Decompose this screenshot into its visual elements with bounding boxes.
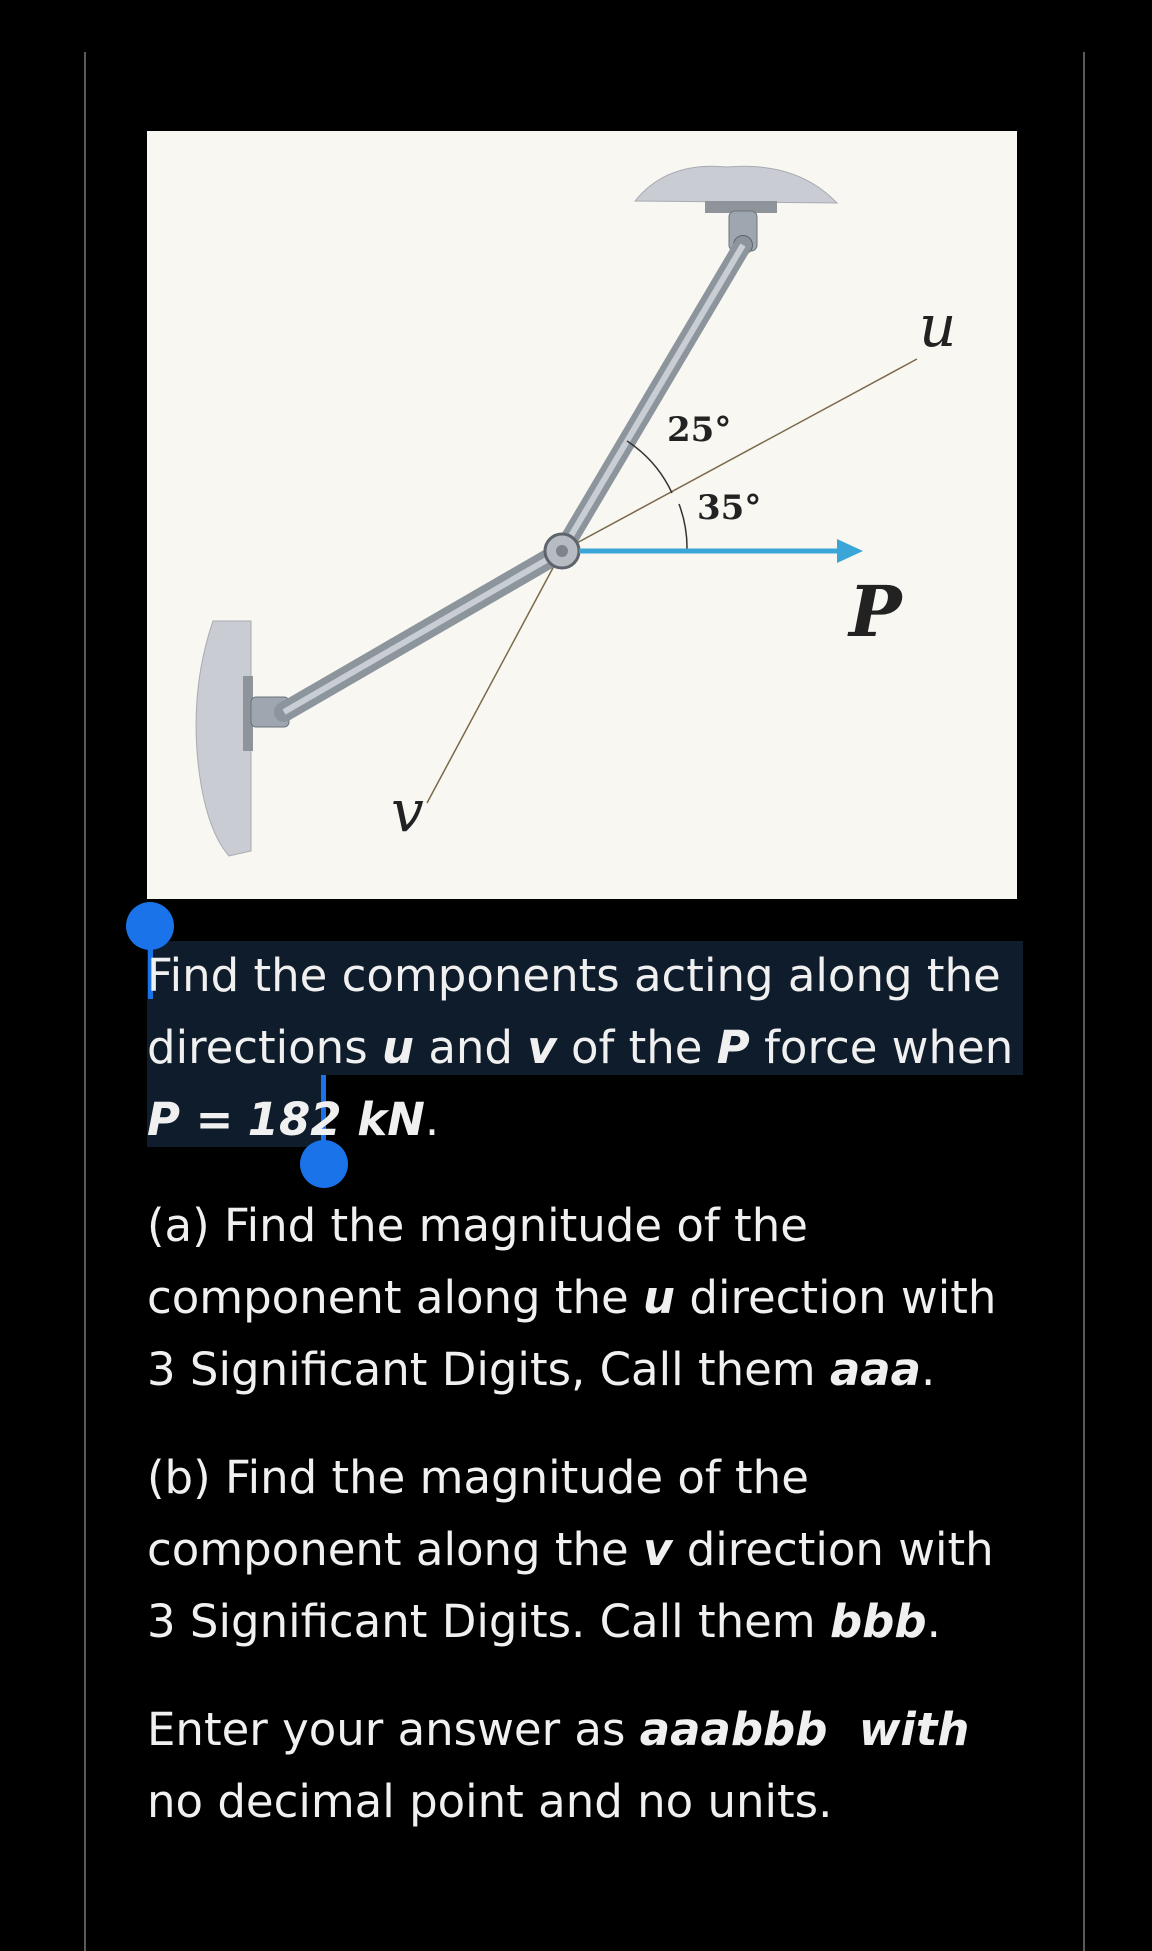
part-a-paragraph [147,1190,1027,1406]
joint-pin-center [556,545,568,557]
u-axis-label: u [919,292,957,360]
part-b-variable: bbb [829,1595,927,1648]
left-border-line [84,52,86,1951]
answer-instructions [147,1694,1027,1838]
force-label-P: P [849,570,902,653]
v-axis-label: v [391,777,424,845]
question-paragraph [147,940,1027,1156]
answer-text: no decimal point and no units. [147,1775,833,1828]
force-value: 182 kN [247,1093,425,1146]
part-a-variable: aaa [829,1343,922,1396]
lower-member-highlight [284,551,562,712]
angle-label-25: 25° [667,410,732,450]
answer-format: aaabbb with [639,1703,970,1756]
question-period: . [424,1093,440,1146]
part-b-direction: v [643,1523,673,1576]
v-symbol: v [527,1021,557,1074]
part-b-text: direction with 3 Significant Digits. Call them [147,1523,994,1648]
part-a-direction: u [643,1271,676,1324]
part-b-paragraph [147,1442,1027,1658]
u-symbol: u [381,1021,415,1074]
question-text: of the [556,1021,717,1074]
angle-arc-35 [679,504,687,551]
right-border-line [1083,52,1085,1951]
answer-text: Enter your answer as [147,1703,640,1756]
p-symbol: P [716,1021,750,1074]
part-a-end: . [921,1343,936,1396]
angle-arc-25 [627,441,672,493]
force-arrowhead [837,539,863,563]
part-a-text: (a) Find the magnitude of the component along the [147,1199,808,1324]
force-diagram [147,131,1017,899]
problem-figure [147,131,1017,899]
p-equals: P = [147,1093,234,1146]
part-a-text: direction with 3 Significant Digits, Call them [147,1271,997,1396]
part-b-end: . [926,1595,941,1648]
question-text: force when [749,1021,1014,1074]
question-text: and [414,1021,528,1074]
part-b-text: (b) Find the magnitude of the component along the [147,1451,809,1576]
angle-label-35: 35° [697,488,762,528]
wall-support [196,621,251,856]
ceiling-support [635,166,837,203]
question-text: Find the components acting along the directions [147,949,1001,1074]
